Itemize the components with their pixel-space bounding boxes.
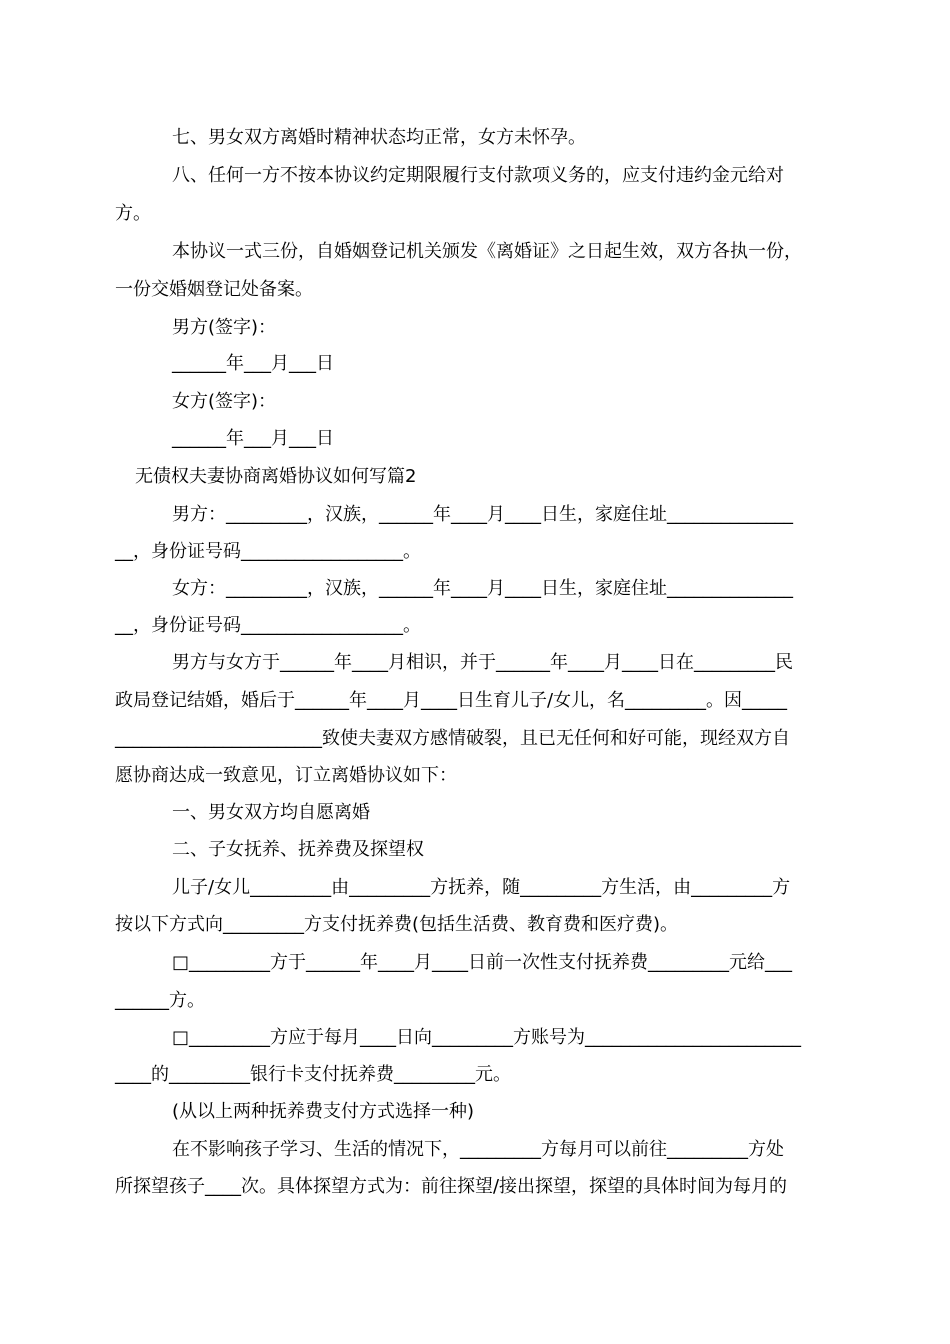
clause-seven: 七、男女双方离婚时精神状态均正常，女方未怀孕。 (172, 127, 586, 148)
clause-eight: 八、任何一方不按本协议约定期限履行支付款项义务的，应支付违约金元给对 (172, 165, 784, 186)
option-lump-sum-cont: ______方。 (115, 990, 205, 1011)
section-title: 无债权夫妻协商离婚协议如何写篇2 (135, 466, 417, 487)
copies-paragraph-cont: 一份交婚姻登记处备案。 (115, 279, 313, 300)
option-lump-sum: □_________方于______年____月____日前一次性支付抚养费_________元给___ (172, 952, 793, 973)
marriage-paragraph: 男方与女方于______年____月相识，并于______年____月____日在_________民 (172, 652, 793, 673)
marriage-paragraph-line3: _______________________致使夫妻双方感情破裂，且已无任何和好可能，现经双方自 (115, 728, 790, 749)
marriage-paragraph-line2: 政局登记结婚，婚后于______年____月____日生育儿子/女儿，名_________。因_____ (115, 690, 788, 711)
option-monthly: □_________方应于每月____日向_________方账号为________________________ (172, 1027, 802, 1048)
male-signature-date: ______年___月___日 (172, 353, 334, 374)
visitation-paragraph: 在不影响孩子学习、生活的情况下，_________方每月可以前往_________方处 (172, 1139, 784, 1160)
female-info: 女方：_________，汉族，______年____月____日生，家庭住址______________ (172, 578, 793, 599)
payment-choice-note: (从以上两种抚养费支付方式选择一种) (172, 1101, 475, 1122)
female-signature-label: 女方(签字)： (172, 391, 277, 412)
female-signature-date: ______年___月___日 (172, 428, 334, 449)
custody-paragraph-cont: 按以下方式向_________方支付抚养费(包括生活费、教育费和医疗费)。 (115, 914, 679, 935)
copies-paragraph: 本协议一式三份，自婚姻登记机关颁发《离婚证》之日起生效，双方各执一份， (172, 241, 802, 262)
visitation-paragraph-cont: 所探望孩子____次。具体探望方式为：前往探望/接出探望，探望的具体时间为每月的 (115, 1176, 788, 1197)
clause-eight-cont: 方。 (115, 203, 151, 224)
female-info-cont: __，身份证号码__________________。 (115, 615, 421, 636)
male-info: 男方：_________，汉族，______年____月____日生，家庭住址______________ (172, 504, 793, 525)
custody-paragraph: 儿子/女儿_________由_________方抚养，随_________方生活，由_________方 (172, 877, 791, 898)
article-one: 一、男女双方均自愿离婚 (172, 802, 370, 823)
male-signature-label: 男方(签字)： (172, 317, 277, 338)
article-two: 二、子女抚养、抚养费及探望权 (172, 839, 424, 860)
male-info-cont: __，身份证号码__________________。 (115, 541, 421, 562)
marriage-paragraph-line4: 愿协商达成一致意见，订立离婚协议如下： (115, 765, 457, 786)
option-monthly-cont: ____的_________银行卡支付抚养费_________元。 (115, 1064, 511, 1085)
